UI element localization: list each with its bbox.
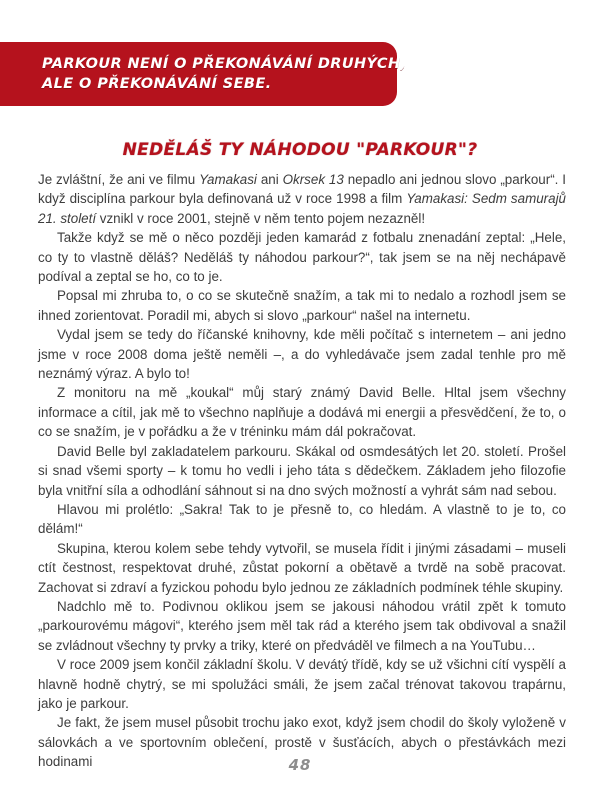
paragraph: Z monitoru na mě „koukal“ můj starý známý David Belle. Hltal jsem všechny informace a cítil, jak mě to všechno naplňuje a dodává mi energii a přesvědčení, že to, o co se snažím, je v pořádku a že v tréninku mám dál pokračovat. — [38, 385, 566, 440]
paragraph: David Belle byl zakladatelem parkouru. Skákal od osmdesátých let 20. století. Prošel si snad všemi sporty – k tomu ho vedli i jeho táta s dědečkem. Základem jeho filozofie byla vnitřní síla a odhodlání sáhnout si na dno svých možností a vyhrát sám nad sebou. — [38, 443, 566, 498]
paragraph: Vydal jsem se tedy do říčanské knihovny, kde měli počítač s internetem – ani jedno jsme v roce 2008 doma ještě neměli –, a do vyhledávače jsem zadal tenhle pro mě neznámý výraz. A bylo to! — [38, 327, 566, 382]
quote-banner-line2: ALE O PŘEKONÁVÁNÍ SEBE. — [42, 76, 272, 92]
paragraph: Je zvláštní, že ani ve filmu Yamakasi ani Okrsek 13 nepadlo ani jednou slovo „parkour“. I když disciplína parkour byla definovaná už v roce 1998 a film Yamakasi: Sedm samurajů 21. století vznikl v roce 2001, stejně v něm tento pojem nezazněl! — [38, 172, 567, 226]
chapter-heading: NEDĚLÁŠ TY NÁHODOU "PARKOUR"? — [122, 140, 478, 160]
paragraph: Skupina, kterou kolem sebe tehdy vytvořil, se musela řídit i jinými zásadami – museli ctít čestnost, respektovat druhé, zůstat pokorní a obětavě a tvrdě na sobě pracovat. Zachovat si zdraví a fyzickou pohodu bylo jednou ze základních podmínek téhle skupiny. — [38, 540, 566, 595]
paragraph: Popsal mi zhruba to, o co se skutečně snažím, a tak mi to nedalo a rozhodl jsem se ihned zorientovat. Poradil mi, abych si slovo „parkour“ našel na internetu. — [38, 288, 566, 323]
paragraph: Takže když se mě o něco později jeden kamarád z fotbalu znenadání zeptal: „Hele, co ty to vlastně děláš? Neděláš ty náhodou parkour?“, tak jsem se na něj nechápavě podíval a zeptal se ho, co to je. — [38, 230, 566, 285]
paragraph: V roce 2009 jsem končil základní školu. V devátý třídě, kdy se už všichni cítí vyspělí a hlavně hodně chytrý, se mi spolužáci smáli, že jsem začal trénovat takovou trapárnu, jako je parkour. — [38, 657, 566, 711]
body-text — [38, 170, 566, 772]
quote-banner — [0, 42, 407, 106]
quote-banner-line1: PARKOUR NENÍ O PŘEKONÁVÁNÍ DRUHÝCH, — [42, 56, 407, 72]
page-number: 48 — [288, 756, 312, 774]
paragraph: Je fakt, že jsem musel působit trochu jako exot, když jsem chodil do školy vyloženě v sálovkách a ve sportovním oblečení, prostě v šusťácích, abych o přestávkách mezi hodinami — [38, 715, 566, 770]
paragraph: Hlavou mi prolétlo: „Sakra! Tak to je přesně to, co hledám. A vlastně to je to, co dělám!“ — [38, 501, 566, 537]
paragraph: Nadchlo mě to. Podivnou oklikou jsem se jakousi náhodou vrátil zpět k tomuto „parkourovému mágovi“, kterého jsem měl tak rád a kterého jsem tak obdivoval a snažil se zvládnout všechny ty prvky a triky, které on předváděl ve filmech a na YouTubu… — [38, 598, 566, 653]
